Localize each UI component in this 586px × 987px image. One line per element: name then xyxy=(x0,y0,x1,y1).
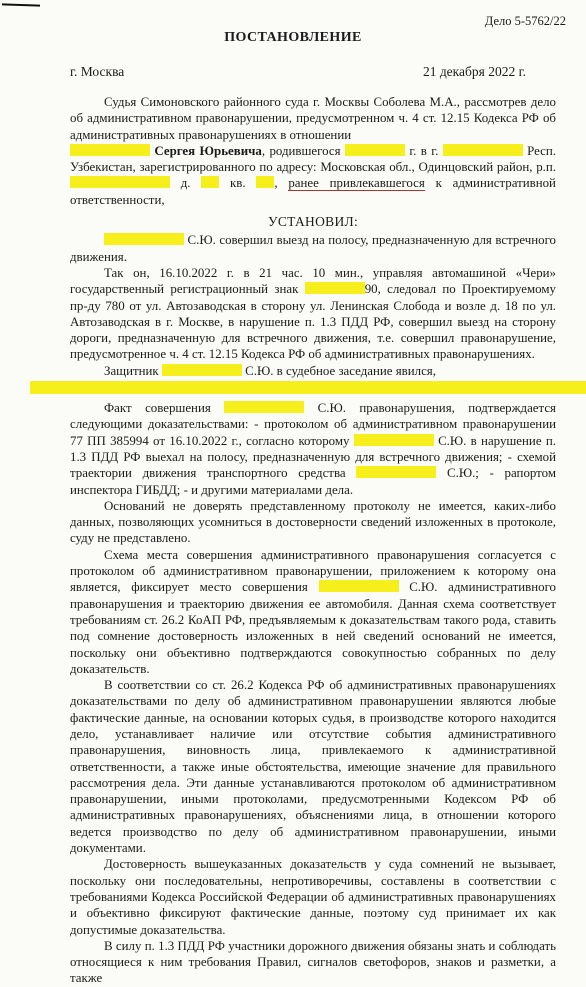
paragraph-evidence: Факт совершения С.Ю. правонарушения, подтверждается следующими доказательствами: - протоколом об административном правонарушении 77 ПП 385994 от 16.10.2022 г., согласно которому С.Ю. в нарушение п. 1.3 ПДД РФ выехал на полосу, предназначенную для встречного движения; - схемой траектории движения транспортного средства С.Ю.; - рапортом инспектора ГИБДД; - и другими материалами дела. xyxy=(70,401,556,497)
date: 21 декабря 2022 г. xyxy=(422,64,526,79)
paragraph-defender: Защитник С.Ю. в судебное заседание явился, xyxy=(70,363,556,394)
redaction xyxy=(104,233,184,245)
place-date-row xyxy=(70,64,526,80)
redaction xyxy=(354,434,434,446)
redaction xyxy=(345,144,405,156)
redaction xyxy=(70,144,150,156)
redaction xyxy=(256,176,274,188)
intro-paragraph: Судья Симоновского районного суда г. Москвы Соболева М.А., рассмотрев дело об административном правонарушении, предусмотренном ч. 4 ст. 12.15 Кодекса РФ об административных правонарушениях в отношении Сергея Юрьевича, родившегося г. в г. Респ. Узбекистан, зарегистрированного по адресу: Московская обл., Одинцовский район, р.п. д. кв. , ранее привлекавшегося к административной ответственности, xyxy=(70,95,556,207)
paragraph-violation: С.Ю. совершил выезд на полосу, предназначенную для встречного движения. xyxy=(70,233,556,264)
city: г. Москва xyxy=(70,64,125,79)
document-body xyxy=(70,94,556,987)
redaction xyxy=(443,144,523,156)
redaction xyxy=(319,580,399,592)
redaction xyxy=(201,176,219,188)
defendant-name: Сергея Юрьевича xyxy=(154,143,262,158)
paragraph-circumstances: Так он, 16.10.2022 г. в 21 час. 10 мин., управляя автомашиной «Чери» государственный регистрационный знак 90, следовал по Проектируемому пр-ду 780 от ул. Автозаводская в сторону ул. Ленинская Слобода и возле д. 18 по ул. Автозаводская в г. Москве, в нарушение п. 1.3 ПДД РФ, совершил выезд на сторону дороги, предназначенную для встречного движения, т.е. совершил правонарушение, предусмотренное ч. 4 ст. 12.15 Кодекса РФ об административных правонарушениях. xyxy=(70,265,556,362)
paragraph-law-262: В соответствии со ст. 26.2 Кодекса РФ об административных правонарушениях доказательствами по делу об административном правонарушении являются любые фактические данные, на основании которых судья, в производстве которого находится дело, устанавливает наличие или отсутствие события административного правонарушения, виновность лица, привлекаемого к административной ответственности, а также иные обстоятельства, имеющие значение для правильного рассмотрения дела. Эти данные устанавливаются протоколом об административном правонарушении, иными протоколами, предусмотренными Кодексом РФ об административных правонарушениях, объяснениями лица, в отношении которого ведется производство по делу об административном правонарушении, иными документами. xyxy=(70,678,556,856)
paragraph-reliability: Достоверность вышеуказанных доказательств у суда сомнений не вызывает, поскольку они последовательны, непротиворечивы, составлены в соответствии с требованиями Кодекса Российской Федерации об административных правонарушениях и объективно фиксируют фактические данные, поэтому суд принимает их как допустимые доказательства. xyxy=(70,857,556,937)
redaction xyxy=(356,466,436,478)
paragraph-protocol-trust: Оснований не доверять представленному протоколу не имеется, каких-либо данных, позволяющих усомниться в достоверности сведений изложенных в протоколе, суду не представлено. xyxy=(70,498,556,546)
case-number: Дело 5-5762/22 xyxy=(484,14,566,28)
paragraph-pdd: В силу п. 1.3 ПДД РФ участники дорожного движения обязаны знать и соблюдать относящиеся к ним требования Правил, сигналов светофоров, знаков и разметки, а также xyxy=(70,938,556,986)
paragraph-scheme: Схема места совершения административного правонарушения согласуется с протоколом об административном правонарушении, приложением к которому она является, фиксирует место совершения С.Ю. административного правонарушения и траекторию движения ее автомобиля. Данная схема соответствует требованиям ст. 26.2 КоАП РФ, предъявляемым к доказательствам такого рода, ставить под сомнение достоверность изложенных в ней сведений оснований не имеется, поскольку они объективно подтверждаются совокупностью собранных по делу доказательств. xyxy=(70,547,556,676)
redaction xyxy=(224,401,304,413)
redaction xyxy=(70,176,170,188)
prior-offense-underlined: ранее привлекавшегося xyxy=(288,176,425,191)
redaction xyxy=(162,364,242,376)
document-title: ПОСТАНОВЛЕНИЕ xyxy=(224,30,362,45)
established-heading: УСТАНОВИЛ: xyxy=(267,214,359,230)
pen-stroke xyxy=(2,3,40,6)
redaction xyxy=(305,282,365,294)
redaction-line xyxy=(30,381,586,394)
